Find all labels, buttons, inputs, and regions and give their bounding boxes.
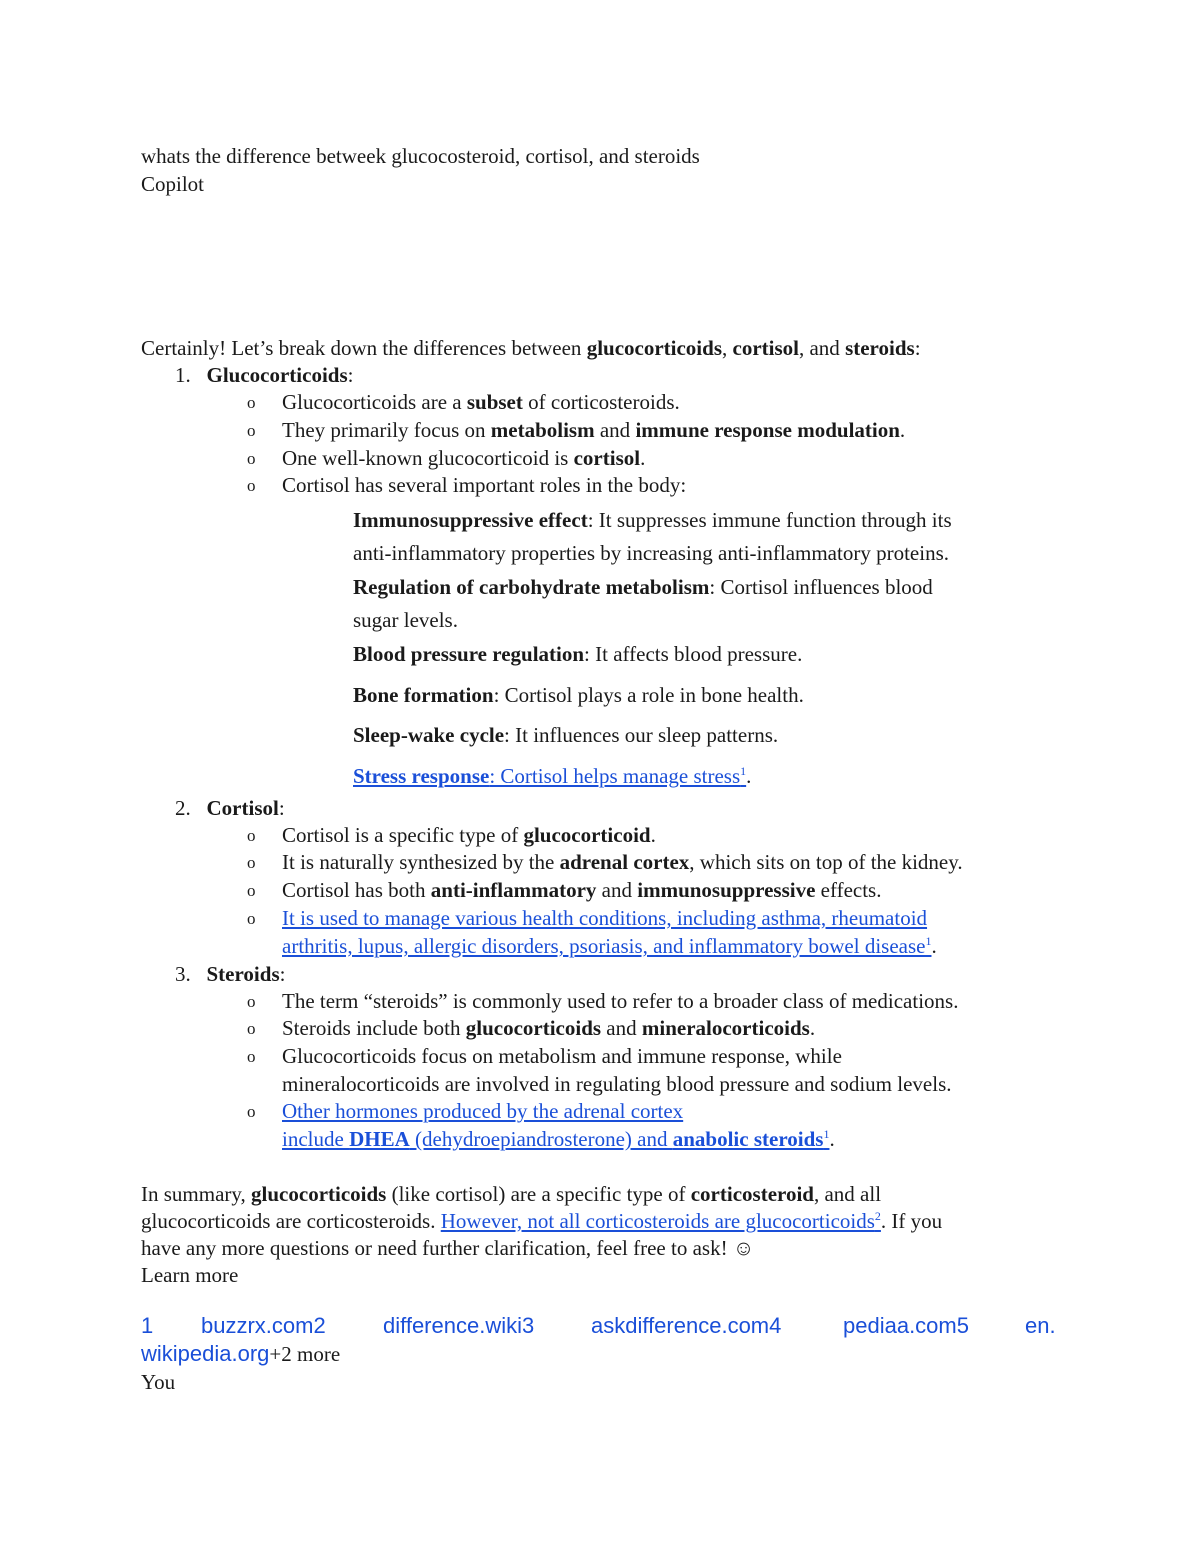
summary-line-2: glucocorticoids are corticosteroids. However, not all corticosteroids are glucocorticoids$^2$. If you bbox=[141, 1209, 943, 1233]
list-item-cont: mineralocorticoids are involved in regulating blood pressure and sodium levels. bbox=[282, 1072, 952, 1096]
list-item: They primarily focus on metabolism and immune response modulation. bbox=[282, 418, 906, 442]
bullet-icon: o bbox=[247, 393, 256, 412]
intro-paragraph: Certainly! Let’s break down the differences between glucocorticoids, cortisol, and steroids: bbox=[141, 336, 921, 360]
question-text: whats the difference betweek glucocosteroid, cortisol, and steroids bbox=[141, 144, 700, 168]
list-item-link-cont[interactable]: arthritis, lupus, allergic disorders, psoriasis, and inflammatory bowel disease$^1$. bbox=[282, 934, 937, 958]
bullet-icon: o bbox=[247, 449, 256, 468]
list-item: The term “steroids” is commonly used to refer to a broader class of medications. bbox=[282, 989, 959, 1013]
list-item: Cortisol has several important roles in the body: bbox=[282, 473, 687, 497]
bullet-icon: o bbox=[247, 826, 256, 845]
role-item: Regulation of carbohydrate metabolism: Cortisol influences blood bbox=[353, 575, 933, 599]
list-item: Steroids include both glucocorticoids and mineralocorticoids. bbox=[282, 1016, 816, 1040]
bullet-icon: o bbox=[247, 1102, 256, 1121]
list-item-link-cont[interactable]: include DHEA (dehydroepiandrosterone) and anabolic steroids$^1$. bbox=[282, 1127, 835, 1151]
source-link[interactable]: 1 bbox=[141, 1313, 154, 1338]
sources-line-2 bbox=[141, 1340, 340, 1368]
role-item: Bone formation: Cortisol plays a role in bone health. bbox=[353, 683, 804, 707]
source-link[interactable]: buzzrx.com2 bbox=[201, 1313, 326, 1338]
summary-line-1: In summary, glucocorticoids (like cortisol) are a specific type of corticosteroid, and all bbox=[141, 1182, 882, 1206]
role-item-cont: sugar levels. bbox=[353, 608, 458, 632]
bullet-icon: o bbox=[247, 1047, 256, 1066]
source-link[interactable]: difference.wiki3 bbox=[383, 1313, 535, 1338]
role-item: Sleep-wake cycle: It influences our sleep patterns. bbox=[353, 723, 779, 747]
bullet-icon: o bbox=[247, 476, 256, 495]
list-item-link[interactable]: Other hormones produced by the adrenal cortex bbox=[282, 1099, 684, 1123]
learn-more-label: Learn more bbox=[141, 1263, 239, 1287]
bullet-icon: o bbox=[247, 881, 256, 900]
source-link[interactable]: en. bbox=[1025, 1313, 1056, 1338]
list-item: Cortisol is a specific type of glucocorticoid. bbox=[282, 823, 656, 847]
footer-author: You bbox=[141, 1370, 176, 1394]
section-1-heading: 1. Glucocorticoids: bbox=[175, 363, 354, 387]
author-label: Copilot bbox=[141, 172, 205, 196]
role-item-cont: anti-inflammatory properties by increasing anti-inflammatory proteins. bbox=[353, 541, 949, 565]
summary-link[interactable]: However, not all corticosteroids are glucocorticoids$^2$ bbox=[440, 1209, 881, 1233]
section-3-heading: 3. Steroids: bbox=[175, 962, 286, 986]
role-item: Blood pressure regulation: It affects blood pressure. bbox=[353, 642, 803, 666]
list-item-link[interactable]: It is used to manage various health conditions, including asthma, rheumatoid bbox=[282, 906, 928, 930]
list-item: Glucocorticoids focus on metabolism and immune response, while bbox=[282, 1044, 842, 1068]
role-item: Immunosuppressive effect: It suppresses immune function through its bbox=[353, 508, 952, 532]
list-item: It is naturally synthesized by the adrenal cortex, which sits on top of the kidney. bbox=[282, 850, 963, 874]
list-item: Glucocorticoids are a subset of corticosteroids. bbox=[282, 390, 680, 414]
source-link[interactable]: askdifference.com4 bbox=[591, 1313, 782, 1338]
role-item-link[interactable]: Stress response: Cortisol helps manage stress$^1$. bbox=[353, 764, 752, 788]
source-link[interactable]: wikipedia.org bbox=[141, 1341, 270, 1366]
bullet-icon: o bbox=[247, 909, 256, 928]
section-2-heading: 2. Cortisol: bbox=[175, 796, 285, 820]
smile-icon: ☺ bbox=[732, 1236, 755, 1260]
bullet-icon: o bbox=[247, 992, 256, 1011]
list-item: One well-known glucocorticoid is cortisol. bbox=[282, 446, 646, 470]
source-link[interactable]: pediaa.com5 bbox=[843, 1313, 969, 1338]
bullet-icon: o bbox=[247, 1019, 256, 1038]
summary-line-3: have any more questions or need further clarification, feel free to ask! ☺ bbox=[141, 1236, 755, 1260]
bullet-icon: o bbox=[247, 853, 256, 872]
more-sources-link[interactable]: +2 more bbox=[269, 1342, 341, 1366]
bullet-icon: o bbox=[247, 421, 256, 440]
list-item: Cortisol has both anti-inflammatory and immunosuppressive effects. bbox=[282, 878, 882, 902]
